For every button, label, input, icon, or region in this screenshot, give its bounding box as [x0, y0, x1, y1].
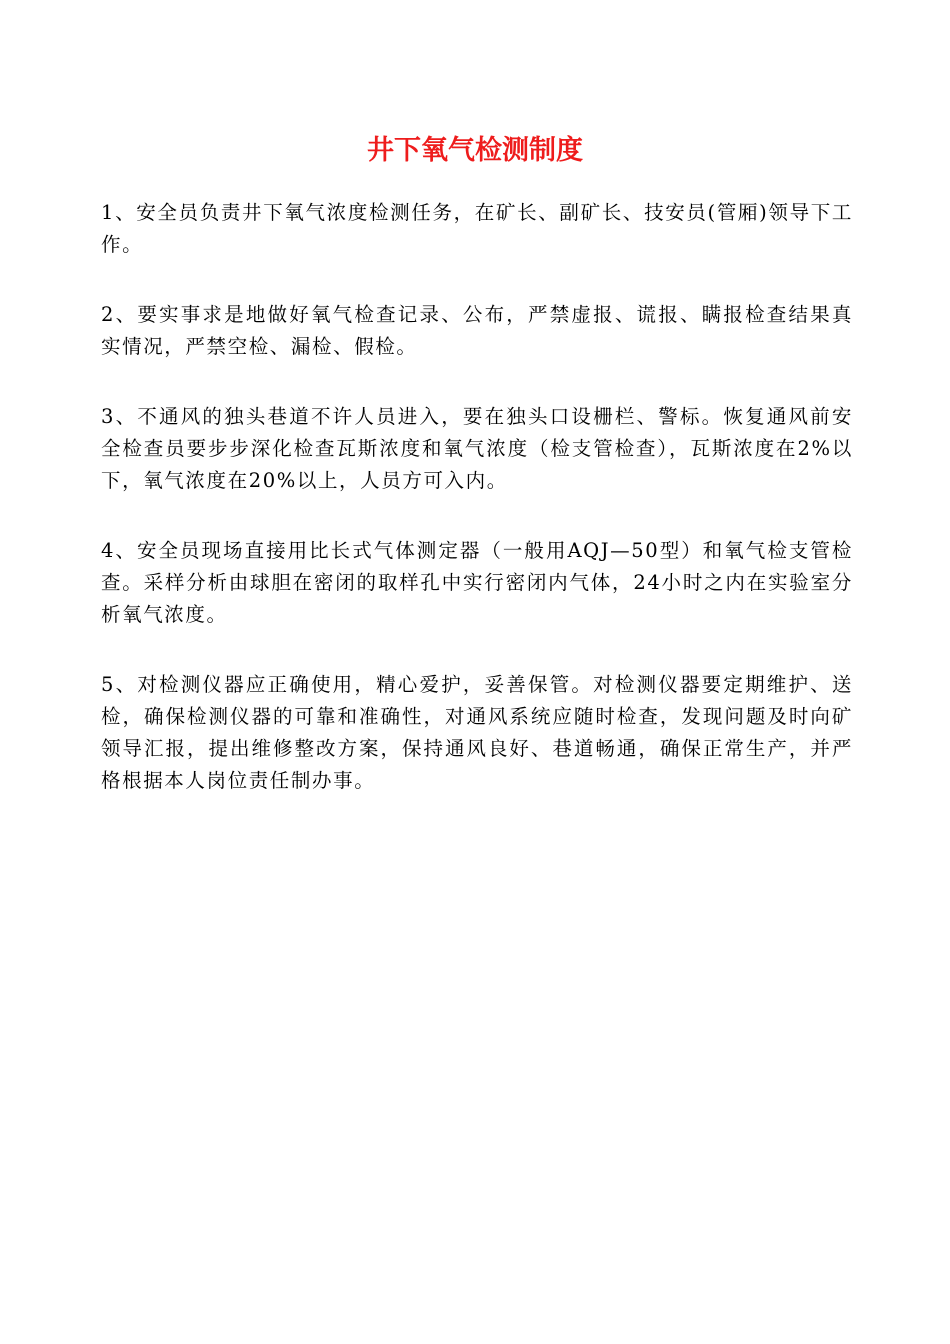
paragraph-1: 1、安全员负责井下氧气浓度检测任务，在矿长、副矿长、技安员(管厢)领导下工作。	[101, 201, 853, 256]
paragraph-4: 4、安全员现场直接用比长式气体测定器（一般用AQJ—50型）和氧气检支管检查。采样分析由球胆在密闭的取样孔中实行密闭内气体，24小时之内在实验室分析氧气浓度。	[101, 539, 853, 626]
page-title: 井下氧气检测制度	[367, 135, 583, 166]
paragraph-3: 3、不通风的独头巷道不许人员进入，要在独头口设栅栏、警标。恢复通风前安全检查员要步步深化检查瓦斯浓度和氧气浓度（检支管检查），瓦斯浓度在2%以下，氧气浓度在20%以上，人员方可入内。	[101, 405, 853, 492]
document-body	[101, 197, 853, 835]
paragraph-2: 2、要实事求是地做好氧气检查记录、公布，严禁虚报、谎报、瞒报检查结果真实情况，严禁空检、漏检、假检。	[101, 303, 853, 358]
paragraph-5: 5、对检测仪器应正确使用，精心爱护，妥善保管。对检测仪器要定期维护、送检，确保检测仪器的可靠和准确性，对通风系统应随时检查，发现问题及时向矿领导汇报，提出维修整改方案，保持通风良好、巷道畅通，确保正常生产，并严格根据本人岗位责任制办事。	[101, 673, 853, 792]
